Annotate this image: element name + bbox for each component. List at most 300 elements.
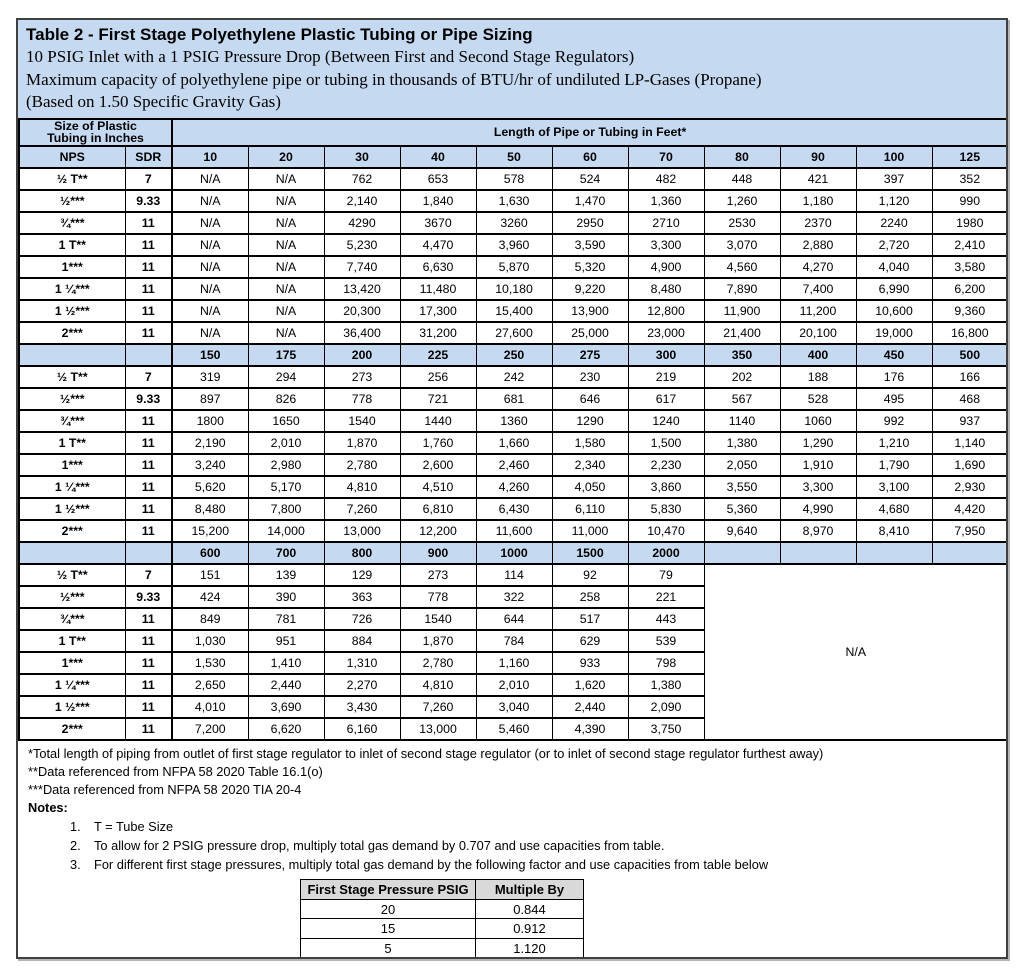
table-row — [19, 410, 1008, 432]
nps-cell: 1 T** — [19, 234, 125, 256]
length-header-cell: 50 — [476, 146, 552, 168]
capacity-cell: 114 — [476, 564, 552, 586]
capacity-cell: 31,200 — [400, 322, 476, 344]
capacity-cell: 424 — [172, 586, 248, 608]
length-header-cell — [932, 542, 1008, 564]
capacity-cell: 16,800 — [932, 322, 1008, 344]
capacity-cell: 2,230 — [628, 454, 704, 476]
nps-cell: ¾*** — [19, 212, 125, 234]
capacity-cell: N/A — [248, 322, 324, 344]
capacity-cell: 6,620 — [248, 718, 324, 740]
length-header-cell: 125 — [932, 146, 1008, 168]
capacity-cell: 36,400 — [324, 322, 400, 344]
capacity-cell: 1,470 — [552, 190, 628, 212]
capacity-cell: 778 — [400, 586, 476, 608]
capacity-cell: 176 — [856, 366, 932, 388]
capacity-cell: 2,010 — [248, 432, 324, 454]
sdr-column-header: SDR — [125, 146, 172, 168]
capacity-cell: 10,600 — [856, 300, 932, 322]
capacity-cell: 1,120 — [856, 190, 932, 212]
capacity-cell: 9,640 — [704, 520, 780, 542]
capacity-cell: 443 — [628, 608, 704, 630]
length-header-cell: 10 — [172, 146, 248, 168]
sdr-cell: 11 — [125, 300, 172, 322]
capacity-cell: 6,810 — [400, 498, 476, 520]
sdr-cell: 11 — [125, 454, 172, 476]
capacity-cell: 4,900 — [628, 256, 704, 278]
length-divider-row — [19, 344, 1008, 366]
capacity-cell: 4,810 — [400, 674, 476, 696]
capacity-cell: N/A — [172, 278, 248, 300]
capacity-cell: 7,890 — [704, 278, 780, 300]
nps-cell: ½*** — [19, 190, 125, 212]
capacity-cell: 2,460 — [476, 454, 552, 476]
capacity-cell: 4,390 — [552, 718, 628, 740]
nps-cell: ½ T** — [19, 564, 125, 586]
capacity-cell: 1,690 — [932, 454, 1008, 476]
sdr-cell: 11 — [125, 674, 172, 696]
capacity-cell: 653 — [400, 168, 476, 190]
capacity-cell: 6,160 — [324, 718, 400, 740]
capacity-cell: 1,140 — [932, 432, 1008, 454]
capacity-cell: 2,880 — [780, 234, 856, 256]
sdr-cell: 11 — [125, 520, 172, 542]
capacity-cell: 933 — [552, 652, 628, 674]
capacity-cell: 7,400 — [780, 278, 856, 300]
table-row — [19, 564, 1008, 586]
length-header-cell: 2000 — [628, 542, 704, 564]
sdr-cell: 11 — [125, 608, 172, 630]
sdr-cell: 11 — [125, 652, 172, 674]
sdr-cell: 7 — [125, 366, 172, 388]
capacity-cell: 495 — [856, 388, 932, 410]
capacity-cell: 681 — [476, 388, 552, 410]
capacity-cell: 3670 — [400, 212, 476, 234]
nps-blank-cell — [19, 344, 125, 366]
capacity-cell: 129 — [324, 564, 400, 586]
capacity-cell: 2530 — [704, 212, 780, 234]
capacity-cell: 12,800 — [628, 300, 704, 322]
multiple-by-header: Multiple By — [476, 880, 584, 900]
capacity-cell: 2,720 — [856, 234, 932, 256]
capacity-cell: 258 — [552, 586, 628, 608]
capacity-cell: 1,910 — [780, 454, 856, 476]
capacity-cell: 1,790 — [856, 454, 932, 476]
capacity-cell: 1540 — [400, 608, 476, 630]
length-header-cell: 60 — [552, 146, 628, 168]
capacity-cell: 2,190 — [172, 432, 248, 454]
pressure-row — [301, 919, 584, 939]
capacity-cell: 2,930 — [932, 476, 1008, 498]
capacity-cell: 1,840 — [400, 190, 476, 212]
capacity-cell: N/A — [248, 212, 324, 234]
pressure-psig-cell: 5 — [301, 938, 476, 958]
note-text: For different first stage pressures, multiply total gas demand by the following factor and use capacities from table below — [94, 857, 769, 873]
length-header-cell: 500 — [932, 344, 1008, 366]
pressure-psig-header: First Stage Pressure PSIG — [301, 880, 476, 900]
capacity-cell: 13,000 — [324, 520, 400, 542]
note-text: To allow for 2 PSIG pressure drop, multiply total gas demand by 0.707 and use capacities from table. — [94, 838, 665, 854]
sdr-cell: 9.33 — [125, 388, 172, 410]
na-merged-cell: N/A — [704, 564, 1008, 740]
capacity-cell: 1290 — [552, 410, 628, 432]
sizing-table — [18, 118, 1008, 742]
capacity-cell: 5,360 — [704, 498, 780, 520]
capacity-cell: 14,000 — [248, 520, 324, 542]
capacity-cell: N/A — [172, 168, 248, 190]
capacity-cell: 2,050 — [704, 454, 780, 476]
sdr-cell: 11 — [125, 630, 172, 652]
capacity-cell: 15,400 — [476, 300, 552, 322]
capacity-cell: 2,650 — [172, 674, 248, 696]
capacity-cell: 139 — [248, 564, 324, 586]
table-row — [19, 168, 1008, 190]
length-header-cell: 200 — [324, 344, 400, 366]
capacity-cell: 7,200 — [172, 718, 248, 740]
table-row — [19, 234, 1008, 256]
capacity-cell: 762 — [324, 168, 400, 190]
capacity-cell: 13,420 — [324, 278, 400, 300]
note-number: 3. — [70, 857, 81, 873]
capacity-cell: 2,090 — [628, 696, 704, 718]
capacity-cell: 2,440 — [248, 674, 324, 696]
capacity-cell: 2,780 — [324, 454, 400, 476]
capacity-cell: 11,000 — [552, 520, 628, 542]
capacity-cell: 3,590 — [552, 234, 628, 256]
capacity-cell: 219 — [628, 366, 704, 388]
capacity-cell: 778 — [324, 388, 400, 410]
capacity-cell: 1140 — [704, 410, 780, 432]
multiple-by-cell: 1.120 — [476, 938, 584, 958]
length-header-cell: 700 — [248, 542, 324, 564]
note-item-1 — [28, 817, 996, 836]
nps-cell: ½*** — [19, 586, 125, 608]
table-row — [19, 322, 1008, 344]
capacity-cell: 990 — [932, 190, 1008, 212]
capacity-cell: 8,480 — [172, 498, 248, 520]
capacity-cell: N/A — [248, 190, 324, 212]
capacity-cell: 5,170 — [248, 476, 324, 498]
capacity-cell: 1360 — [476, 410, 552, 432]
capacity-cell: 5,830 — [628, 498, 704, 520]
capacity-cell: 2,010 — [476, 674, 552, 696]
capacity-cell: 2,270 — [324, 674, 400, 696]
capacity-cell: 1980 — [932, 212, 1008, 234]
footnotes-area — [18, 741, 1006, 874]
capacity-cell: 273 — [324, 366, 400, 388]
table-row — [19, 520, 1008, 542]
nps-cell: 1*** — [19, 454, 125, 476]
sdr-cell: 11 — [125, 256, 172, 278]
capacity-cell: 242 — [476, 366, 552, 388]
length-header-cell: 1500 — [552, 542, 628, 564]
capacity-cell: 4,470 — [400, 234, 476, 256]
nps-cell: 1 T** — [19, 630, 125, 652]
length-header-cell: 400 — [780, 344, 856, 366]
capacity-cell: 256 — [400, 366, 476, 388]
capacity-cell: 1,760 — [400, 432, 476, 454]
capacity-cell: 11,900 — [704, 300, 780, 322]
capacity-cell: 3,550 — [704, 476, 780, 498]
column-header-row — [19, 146, 1008, 168]
capacity-cell: 4,050 — [552, 476, 628, 498]
capacity-cell: 1,260 — [704, 190, 780, 212]
capacity-cell: 3,750 — [628, 718, 704, 740]
capacity-cell: 166 — [932, 366, 1008, 388]
length-header-cell: 175 — [248, 344, 324, 366]
capacity-cell: N/A — [172, 234, 248, 256]
capacity-cell: 5,320 — [552, 256, 628, 278]
capacity-cell: 6,200 — [932, 278, 1008, 300]
capacity-cell: 5,620 — [172, 476, 248, 498]
notes-label: Notes: — [28, 800, 68, 816]
capacity-cell: 1,870 — [324, 432, 400, 454]
length-header-cell: 100 — [856, 146, 932, 168]
capacity-cell: 6,990 — [856, 278, 932, 300]
capacity-cell: 1650 — [248, 410, 324, 432]
multiple-by-cell: 0.912 — [476, 919, 584, 939]
capacity-cell: 23,000 — [628, 322, 704, 344]
length-header-cell: 350 — [704, 344, 780, 366]
capacity-cell: 2,410 — [932, 234, 1008, 256]
nps-cell: 1 ¼*** — [19, 476, 125, 498]
capacity-cell: 1,380 — [704, 432, 780, 454]
capacity-cell: 1060 — [780, 410, 856, 432]
capacity-cell: 1,620 — [552, 674, 628, 696]
length-header-cell: 900 — [400, 542, 476, 564]
capacity-cell: N/A — [172, 256, 248, 278]
capacity-cell: 1440 — [400, 410, 476, 432]
length-header-cell: 800 — [324, 542, 400, 564]
capacity-cell: 3,690 — [248, 696, 324, 718]
capacity-cell: N/A — [248, 234, 324, 256]
capacity-cell: 15,200 — [172, 520, 248, 542]
capacity-cell: N/A — [248, 256, 324, 278]
capacity-cell: 11,600 — [476, 520, 552, 542]
capacity-cell: 6,630 — [400, 256, 476, 278]
table-row — [19, 366, 1008, 388]
capacity-cell: N/A — [248, 168, 324, 190]
title-block — [18, 20, 1006, 118]
capacity-cell: 884 — [324, 630, 400, 652]
capacity-cell: 5,870 — [476, 256, 552, 278]
nps-blank-cell — [19, 542, 125, 564]
capacity-cell: 578 — [476, 168, 552, 190]
table-row — [19, 212, 1008, 234]
capacity-cell: 1240 — [628, 410, 704, 432]
sdr-cell: 11 — [125, 322, 172, 344]
corner-header-line1: Size of Plastic — [54, 118, 137, 133]
capacity-cell: 1,310 — [324, 652, 400, 674]
length-header-cell: 70 — [628, 146, 704, 168]
note-number: 2. — [70, 838, 81, 854]
nps-column-header: NPS — [19, 146, 125, 168]
capacity-cell: 421 — [780, 168, 856, 190]
note-item-3 — [28, 855, 996, 874]
pressure-psig-cell: 15 — [301, 919, 476, 939]
capacity-cell: 2240 — [856, 212, 932, 234]
sdr-blank-cell — [125, 542, 172, 564]
table-row — [19, 388, 1008, 410]
capacity-cell: 3,300 — [780, 476, 856, 498]
length-header-cell: 90 — [780, 146, 856, 168]
first-stage-pressure-table — [300, 879, 584, 958]
capacity-cell: 20,100 — [780, 322, 856, 344]
footnote-nfpa-tia: ***Data referenced from NFPA 58 2020 TIA 20-4 — [28, 782, 302, 798]
document-sheet — [16, 18, 1008, 959]
capacity-cell: 2,140 — [324, 190, 400, 212]
capacity-cell: 3,240 — [172, 454, 248, 476]
capacity-cell: 25,000 — [552, 322, 628, 344]
nps-cell: ½*** — [19, 388, 125, 410]
length-header-cell: 150 — [172, 344, 248, 366]
length-header-cell: 450 — [856, 344, 932, 366]
capacity-cell: 3,580 — [932, 256, 1008, 278]
sdr-cell: 11 — [125, 476, 172, 498]
note-number: 1. — [70, 819, 81, 835]
sdr-cell: 11 — [125, 410, 172, 432]
capacity-cell: 4290 — [324, 212, 400, 234]
capacity-cell: 3,100 — [856, 476, 932, 498]
capacity-cell: 3,860 — [628, 476, 704, 498]
capacity-cell: 7,740 — [324, 256, 400, 278]
capacity-cell: 448 — [704, 168, 780, 190]
pressure-header-row — [301, 880, 584, 900]
length-header-cell: 40 — [400, 146, 476, 168]
length-header-cell: 20 — [248, 146, 324, 168]
capacity-cell: 4,420 — [932, 498, 1008, 520]
capacity-cell: 319 — [172, 366, 248, 388]
capacity-cell: 6,430 — [476, 498, 552, 520]
pressure-row — [301, 938, 584, 958]
sdr-cell: 11 — [125, 278, 172, 300]
capacity-cell: 1800 — [172, 410, 248, 432]
capacity-cell: 1,530 — [172, 652, 248, 674]
length-header-cell: 600 — [172, 542, 248, 564]
note-item-2 — [28, 836, 996, 855]
capacity-cell: 644 — [476, 608, 552, 630]
capacity-cell: 617 — [628, 388, 704, 410]
capacity-cell: N/A — [172, 190, 248, 212]
capacity-cell: 897 — [172, 388, 248, 410]
length-header-cell: 1000 — [476, 542, 552, 564]
length-header-cell: 300 — [628, 344, 704, 366]
capacity-cell: 798 — [628, 652, 704, 674]
subtitle-capacity: Maximum capacity of polyethylene pipe or tubing in thousands of BTU/hr of undiluted LP-Gases (Propane) — [26, 69, 762, 89]
nps-cell: ¾*** — [19, 410, 125, 432]
sdr-cell: 11 — [125, 432, 172, 454]
length-header-cell — [856, 542, 932, 564]
capacity-cell: 528 — [780, 388, 856, 410]
capacity-cell: 151 — [172, 564, 248, 586]
capacity-cell: 221 — [628, 586, 704, 608]
capacity-cell: 390 — [248, 586, 324, 608]
sdr-cell: 11 — [125, 212, 172, 234]
nps-cell: ½ T** — [19, 168, 125, 190]
capacity-cell: 4,260 — [476, 476, 552, 498]
length-header-cell — [780, 542, 856, 564]
sdr-cell: 7 — [125, 168, 172, 190]
table-row — [19, 454, 1008, 476]
capacity-cell: 3,040 — [476, 696, 552, 718]
capacity-cell: 482 — [628, 168, 704, 190]
length-header-cell: 80 — [704, 146, 780, 168]
capacity-cell: 784 — [476, 630, 552, 652]
capacity-cell: 4,560 — [704, 256, 780, 278]
capacity-cell: 9,220 — [552, 278, 628, 300]
capacity-cell: 1,410 — [248, 652, 324, 674]
capacity-cell: 1,030 — [172, 630, 248, 652]
capacity-cell: 721 — [400, 388, 476, 410]
sdr-cell: 11 — [125, 234, 172, 256]
capacity-cell: 2950 — [552, 212, 628, 234]
capacity-cell: N/A — [248, 300, 324, 322]
table-row — [19, 190, 1008, 212]
length-header-cell: 30 — [324, 146, 400, 168]
capacity-cell: 3,070 — [704, 234, 780, 256]
capacity-cell: 294 — [248, 366, 324, 388]
sdr-cell: 7 — [125, 564, 172, 586]
corner-header — [19, 119, 172, 147]
sdr-cell: 11 — [125, 498, 172, 520]
capacity-cell: 1540 — [324, 410, 400, 432]
nps-cell: 1 ½*** — [19, 696, 125, 718]
corner-header-line2: Tubing in Inches — [47, 131, 144, 146]
capacity-cell: 3,960 — [476, 234, 552, 256]
capacity-cell: N/A — [172, 300, 248, 322]
capacity-cell: 3,300 — [628, 234, 704, 256]
capacity-cell: 4,010 — [172, 696, 248, 718]
capacity-cell: 1,290 — [780, 432, 856, 454]
footnote-nfpa-table: **Data referenced from NFPA 58 2020 Table 16.1(o) — [28, 764, 323, 780]
table-row — [19, 256, 1008, 278]
note-text: T = Tube Size — [94, 819, 174, 835]
capacity-cell: 992 — [856, 410, 932, 432]
capacity-cell: N/A — [172, 212, 248, 234]
capacity-cell: 1,210 — [856, 432, 932, 454]
length-header: Length of Pipe or Tubing in Feet* — [172, 119, 1008, 147]
capacity-cell: 352 — [932, 168, 1008, 190]
capacity-cell: 363 — [324, 586, 400, 608]
capacity-cell: 1,630 — [476, 190, 552, 212]
sdr-blank-cell — [125, 344, 172, 366]
length-divider-row — [19, 542, 1008, 564]
capacity-cell: 1,380 — [628, 674, 704, 696]
capacity-cell: 7,950 — [932, 520, 1008, 542]
nps-cell: 1 ¼*** — [19, 278, 125, 300]
capacity-cell: 4,270 — [780, 256, 856, 278]
capacity-cell: 2,440 — [552, 696, 628, 718]
nps-cell: 1 T** — [19, 432, 125, 454]
capacity-cell: 5,460 — [476, 718, 552, 740]
capacity-cell: 13,000 — [400, 718, 476, 740]
capacity-cell: N/A — [172, 322, 248, 344]
capacity-cell: 79 — [628, 564, 704, 586]
capacity-cell: 10,180 — [476, 278, 552, 300]
table-row — [19, 432, 1008, 454]
subtitle-pressure-drop: 10 PSIG Inlet with a 1 PSIG Pressure Drop (Between First and Second Stage Regulators) — [26, 47, 635, 66]
capacity-cell: 1,660 — [476, 432, 552, 454]
capacity-cell: 2710 — [628, 212, 704, 234]
capacity-cell: 7,260 — [324, 498, 400, 520]
nps-cell: ¾*** — [19, 608, 125, 630]
capacity-cell: 4,680 — [856, 498, 932, 520]
capacity-cell: 19,000 — [856, 322, 932, 344]
capacity-cell: 646 — [552, 388, 628, 410]
capacity-cell: N/A — [248, 278, 324, 300]
capacity-cell: 2,980 — [248, 454, 324, 476]
capacity-cell: 2370 — [780, 212, 856, 234]
